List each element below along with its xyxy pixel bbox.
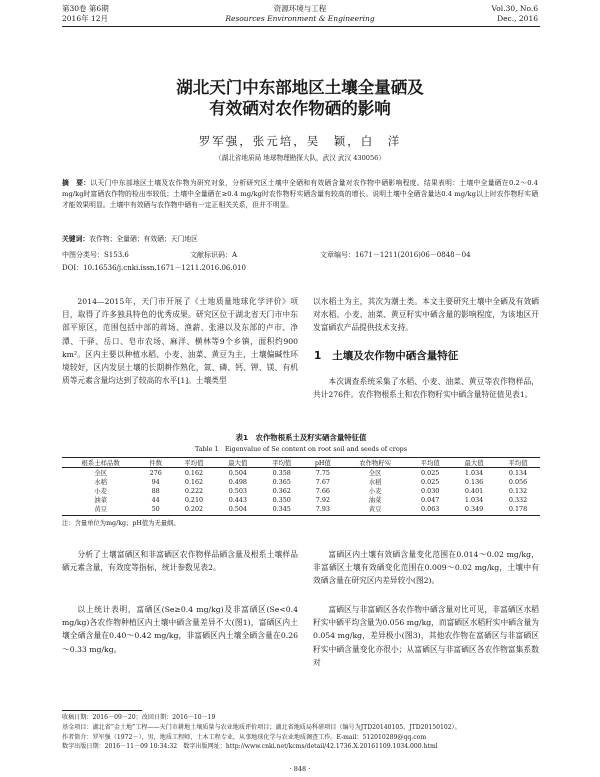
table-cell: 0.358 bbox=[272, 468, 291, 477]
table-header-cell: 平均值 bbox=[260, 458, 304, 468]
table-cell: 油菜 bbox=[368, 496, 382, 504]
table-cell: 0.443 bbox=[228, 495, 247, 504]
page-number: · 848 · bbox=[289, 765, 311, 773]
affiliation: （湖北省地质局 地球物理勘探大队，武汉 武汉 430056） bbox=[215, 154, 385, 162]
table-1-caption-en: Table 1 Eigenvalue of Se content on root soil and seeds of crops bbox=[194, 445, 408, 453]
table-header-cell: 件数 bbox=[139, 458, 172, 468]
table-cell: 水稻 bbox=[94, 478, 108, 486]
intro-paragraph-right: 以水稻土为主，其次为潮土类。本文主要研究土壤中全硒及有效硒对水稻、小麦、油菜、黄豆籽实中硒含量的影响程度，为该地区开发富硒农产品提供技术支持。 bbox=[313, 297, 539, 333]
online-publication: 数字出版日期：2016－11－09 10:34:32 数字出版网址：http://www.cnki.net/kcms/detail/42.1736.X.20161109.1034.000.html bbox=[62, 743, 438, 751]
table-cell: 0.162 bbox=[184, 477, 204, 486]
table-cell: 小麦 bbox=[368, 487, 382, 495]
abstract-text: 以天门中东部地区土壤及农作物为研究对象，分析研究区土壤中全硒和有效硒含量对农作物中硒影响程度。结果表明：土壤中全量硒在0.2～0.4 mg/kg时富硒农作物的检出率较低；土壤中全量硒在≥0.4 mg/kg时农作物籽实硒含量有较高的增长。说明土壤中全硒含量达0.4 mg/kg以上时农作物籽实硒才能效果明显。土壤中有效硒与农作物中硒有一定正相关关系，但并不明显。 bbox=[62, 179, 539, 209]
table-cell: 1.034 bbox=[464, 495, 484, 504]
table-cell: 0.504 bbox=[228, 468, 247, 477]
header-volume-cn: 第30卷 第6期 bbox=[62, 4, 109, 13]
table-header-row bbox=[62, 458, 540, 468]
table-cell: 0.025 bbox=[421, 468, 440, 477]
title-line-2: 有效硒对农作物硒的影响 bbox=[209, 99, 391, 118]
table-cell: 0.362 bbox=[272, 486, 291, 495]
table-cell: 0.350 bbox=[272, 495, 291, 504]
table-row bbox=[62, 477, 540, 486]
table-cell: 水稻 bbox=[368, 478, 382, 486]
header-volume-en: Vol.30, No.6 bbox=[491, 4, 538, 13]
table-cell: 0.202 bbox=[184, 504, 204, 513]
table-cell: 94 bbox=[151, 477, 160, 486]
abstract bbox=[62, 178, 538, 211]
funding-info: 基金项目：湖北省“金土地”工程——天门市耕地土壤质量与农业地质评价项目；湖北省地质局科研项目（编号为JTD20140105、JTD20150102）。 bbox=[62, 723, 461, 731]
abstract-label: 摘 要： bbox=[62, 179, 91, 187]
table-cell: 7.75 bbox=[315, 468, 330, 477]
table-cell: 0.030 bbox=[421, 486, 440, 495]
header-date-cn: 2016年 12月 bbox=[62, 14, 109, 23]
table-cell: 0.222 bbox=[184, 486, 204, 495]
header-date-en: Dec., 2016 bbox=[497, 14, 538, 23]
table-cell: 全区 bbox=[94, 469, 108, 477]
table-cell: 0.063 bbox=[421, 504, 440, 513]
table-cell: 0.047 bbox=[421, 495, 440, 504]
doi: DOI：10.16536/j.cnki.issn.1671－1211.2016.06.010 bbox=[62, 264, 246, 272]
analysis-paragraph: 分析了土壤富硒区和非富硒区农作物样品硒含量及根系土壤样品硒元素含量，有效度等指标，统计参数见表2。 bbox=[62, 550, 298, 573]
footnote-rule bbox=[62, 710, 142, 711]
table-row bbox=[62, 504, 540, 513]
table-cell: 0.401 bbox=[464, 486, 484, 495]
table-cell: 黄豆 bbox=[94, 505, 108, 513]
table-header-cell: 农作物籽实 bbox=[342, 458, 408, 468]
table-cell: 0.210 bbox=[184, 495, 204, 504]
table-header-cell: pH值 bbox=[304, 458, 342, 468]
header-rule bbox=[62, 26, 540, 27]
table-header-cell: 根系土样品数 bbox=[62, 458, 139, 468]
table-cell: 0.504 bbox=[228, 504, 247, 513]
table-row bbox=[62, 486, 540, 495]
table-row bbox=[62, 495, 540, 504]
table-header-cell: 最大值 bbox=[216, 458, 260, 468]
header-journal-en: Resources Environment & Engineering bbox=[225, 14, 375, 23]
table-cell: 0.056 bbox=[508, 477, 528, 486]
keywords-label: 关键词： bbox=[62, 235, 90, 243]
table-cell: 0.162 bbox=[184, 468, 204, 477]
intro-paragraph-left: 2014—2015年，天门市开展了《土地质量地球化学评价》项目，取得了许多独具特色的优秀成果。研究区位于湖北省天门市中东部平原区，范围包括中部的蒋场、渔薪、张港以及东部的卢市、净潭、干驿、岳口、皂市农场、麻洋、横林等9个乡镇，面积约900 km²。区内主要以种植水稻、小麦、油菜、黄豆为主，土壤偏碱性环境较好，区内发层土壤的长期耕作熟化，氮、磷、钙、钾、镁、有机质等元素含量均达到了较高的水平[1]。土壤类型 bbox=[62, 297, 298, 386]
table-cell: 黄豆 bbox=[368, 505, 382, 513]
table-cell: 0.025 bbox=[421, 477, 440, 486]
title-line-1: 湖北天门中东部地区土壤全量硒及 bbox=[176, 78, 424, 97]
table-cell: 油菜 bbox=[94, 496, 108, 504]
table-cell: 0.498 bbox=[228, 477, 247, 486]
table-cell: 0.132 bbox=[508, 486, 528, 495]
table-cell: 全区 bbox=[368, 469, 382, 477]
table-header-cell: 平均值 bbox=[172, 458, 216, 468]
table-cell: 0.349 bbox=[464, 504, 484, 513]
table-cell: 0.365 bbox=[272, 477, 291, 486]
document-code: 文献标识码：A bbox=[190, 251, 238, 259]
header-journal-cn: 资源环境与工程 bbox=[273, 4, 327, 13]
comparison-paragraph: 富硒区与非富硒区各农作物中硒含量对比可见，非富硒区水稻籽实中硒平均含量为0.056 mg/kg，而富硒区水稻籽实中硒含量为0.054 mg/kg，差异极小(图3)，其他农作物在富硒区与非富硒区籽实中硒含量变化亦很小；从富硒区与非富硒区各农作物富集系数对 bbox=[313, 605, 539, 667]
keywords-text: 农作物；全量硒；有效硒；天门地区 bbox=[89, 235, 198, 243]
table-cell: 7.67 bbox=[315, 477, 330, 486]
footnotes bbox=[62, 713, 542, 752]
clc-number: 中图分类号：S153.6 bbox=[62, 251, 129, 259]
received-date: 收稿日期：2016－09－20；改回日期：2016－10－19 bbox=[62, 714, 216, 721]
table-cell: 276 bbox=[149, 468, 162, 477]
statistics-paragraph: 以上统计表明，富硒区(Se≥0.4 mg/kg)及非富硒区(Se<0.4 mg/kg)各农作物种植区内土壤中硒含量差异不大(图1)，富硒区内土壤全硒含量在0.40～0.42 mg/kg，非富硒区内土壤全硒含量在0.26～0.33 mg/kg。 bbox=[62, 605, 298, 654]
table-cell: 1.034 bbox=[464, 468, 484, 477]
author-info: 作者简介：罗军强（1972－），男，地质工程师，土木工程专业，从事地球化学与农业地质调查工作。E-mail：512010289@qq.com bbox=[62, 733, 427, 741]
section-1-heading bbox=[314, 348, 458, 363]
section-1-title: 土壤及农作物中硒含量特征 bbox=[332, 350, 459, 362]
table-header-cell: 最大值 bbox=[452, 458, 496, 468]
table-1-caption-cn: 表1 农作物根系土及籽实硒含量特征值 bbox=[235, 433, 367, 442]
authors: 罗军强，张元培，吴 颖，白 洋 bbox=[198, 134, 402, 148]
table-cell: 0.134 bbox=[508, 468, 528, 477]
effective-se-paragraph: 富硒区内土壤有效硒含量变化范围在0.014～0.02 mg/kg，非富硒区土壤有效硒变化范围在0.009～0.02 mg/kg，土壤中有效硒含量在研究区内差异较小(图2)。 bbox=[313, 550, 539, 586]
table-1 bbox=[62, 458, 540, 513]
section-1-number: 1 bbox=[314, 350, 322, 362]
table-cell: 0.178 bbox=[508, 504, 528, 513]
table-cell: 44 bbox=[151, 495, 160, 504]
table-cell: 0.136 bbox=[464, 477, 484, 486]
table-header-cell: 平均值 bbox=[408, 458, 452, 468]
keywords bbox=[62, 234, 538, 245]
table-cell: 7.93 bbox=[315, 504, 330, 513]
table-cell: 50 bbox=[151, 504, 160, 513]
table-cell: 0.503 bbox=[228, 486, 247, 495]
table-cell: 7.66 bbox=[315, 486, 330, 495]
table-cell: 0.332 bbox=[508, 495, 528, 504]
table-cell: 7.92 bbox=[315, 495, 330, 504]
article-number: 文章编号：1671－1211(2016)06－0848－04 bbox=[320, 251, 471, 259]
table-cell: 88 bbox=[151, 486, 160, 495]
section-1-paragraph: 本次调查系统采集了水稻、小麦、油菜、黄豆等农作物样品，共计276件。农作物根系土和农作物籽实中硒含量特征值见表1。 bbox=[313, 377, 539, 400]
table-1-note: 注：含量单位为mg/kg；pH值为无量纲。 bbox=[62, 520, 180, 527]
table-header-cell: 平均值 bbox=[496, 458, 540, 468]
table-bottom-rule bbox=[62, 515, 540, 516]
table-cell: 小麦 bbox=[94, 487, 108, 495]
table-row bbox=[62, 468, 540, 478]
table-cell: 0.345 bbox=[272, 504, 291, 513]
